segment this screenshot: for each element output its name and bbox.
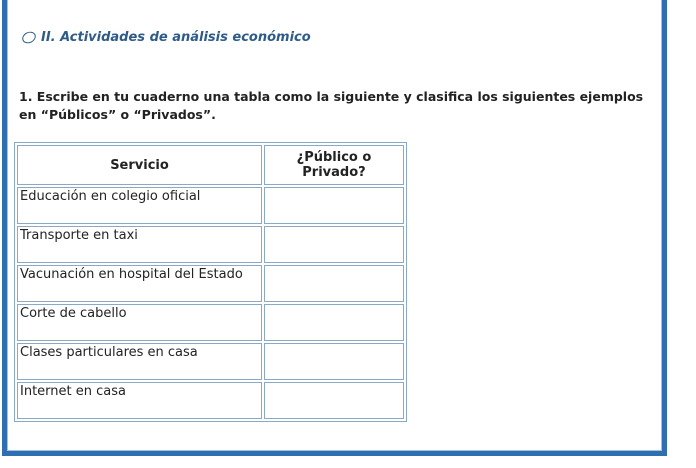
services-table xyxy=(14,142,407,422)
table-row xyxy=(17,187,404,224)
instruction-text: 1. Escribe en tu cuaderno una tabla como la siguiente y clasifica los siguientes ejemplos en “Públicos” o “Privados”. xyxy=(19,89,644,122)
servicio-cell: Clases particulares en casa xyxy=(17,343,262,380)
table-row xyxy=(17,343,404,380)
table-header-row xyxy=(17,145,404,185)
classification-cell[interactable] xyxy=(264,382,404,419)
table-row xyxy=(17,382,404,419)
section-title-text: II. Actividades de análisis económico xyxy=(41,30,311,45)
classification-cell[interactable] xyxy=(264,343,404,380)
table-row xyxy=(17,265,404,302)
table-row xyxy=(17,226,404,263)
servicio-cell: Vacunación en hospital del Estado xyxy=(17,265,262,302)
header-publico-privado: ¿Público o Privado? xyxy=(264,145,404,185)
servicio-cell: Educación en colegio oficial xyxy=(17,187,262,224)
servicio-cell: Transporte en taxi xyxy=(17,226,262,263)
table-row xyxy=(17,304,404,341)
classification-cell[interactable] xyxy=(264,226,404,263)
classification-cell[interactable] xyxy=(264,265,404,302)
oval-bullet-icon xyxy=(20,30,37,46)
section-heading xyxy=(22,30,311,45)
header-servicio: Servicio xyxy=(17,145,262,185)
classification-cell[interactable] xyxy=(264,187,404,224)
classification-cell[interactable] xyxy=(264,304,404,341)
servicio-cell: Internet en casa xyxy=(17,382,262,419)
servicio-cell: Corte de cabello xyxy=(17,304,262,341)
